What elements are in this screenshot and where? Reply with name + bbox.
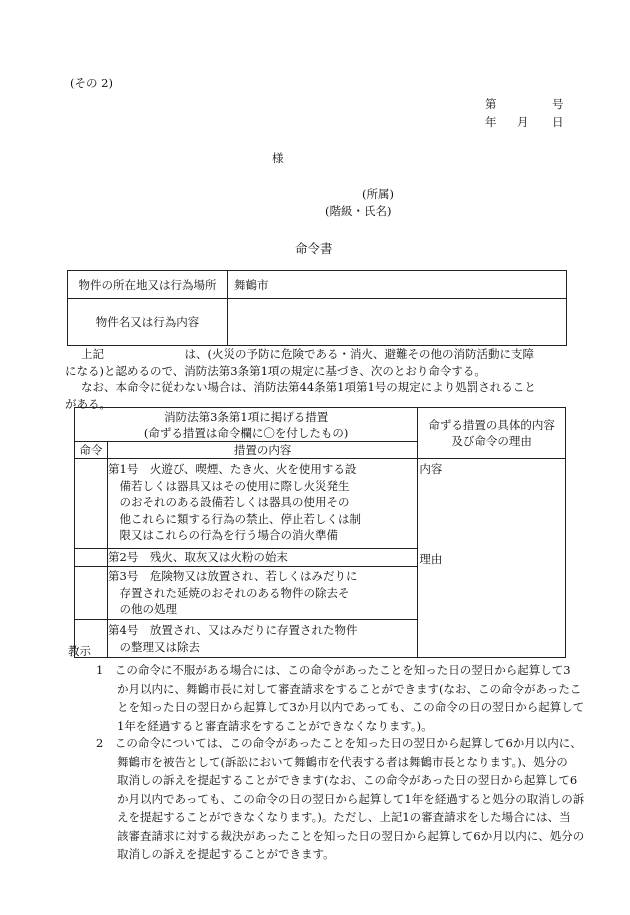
measures-header-line-2: (命ずる措置は命令欄に〇を付したもの) [143,425,349,440]
measure-line: 第2号 残火、取灰又は火粉の始末 [108,550,288,565]
instruction-line: 2 この命令については、この命令があったことを知った日の翌日から起算して6か月以内に、 [96,736,582,750]
instruction-item-2 [97,734,584,864]
instruction-line: か月以内に、舞鶴市長に対して審査請求をすることができます(なお、この命令があったこ [117,681,582,696]
instruction-line: 取消しの訴えを提起することができます。 [117,847,335,861]
instructions-heading: 教示 [68,644,91,658]
order-line-1: 上記 は、(火災の予防に危険である・消火、避難その他の消防活動に支障 [81,347,534,361]
number-prefix: 第 [485,97,497,111]
reason-label: 理由 [419,552,443,566]
page-title: 命令書 [295,241,333,256]
instruction-line: 1 この命令に不服がある場合には、この命令があったことを知った日の翌日から起算して3 [96,663,571,677]
measures-table [74,407,566,658]
measure-line: 限又はこれらの行為を行う場合の消火準備 [108,528,338,542]
order-line-2: になる)と認めるので、消防法第3条第1項の規定に基づき、次のとおり命令する。 [65,364,486,378]
penalty-line-2: がある。 [65,397,111,411]
content-label: 内容 [419,462,443,476]
order-cell[interactable] [75,459,108,549]
property-value [228,299,567,346]
measure-line: 第4号 放置され、又はみだりに存置された物件 [108,623,358,638]
measure-line: のおそれのある設備若しくは器具の使用その [108,495,350,509]
date-day: 日 [552,115,564,129]
instruction-line: 舞鶴市を被告として(訴訟において舞鶴市を代表する者は舞鶴市長となります。)、処分の [117,754,568,769]
right-header-line-1: 命ずる措置の具体的内容 [428,418,555,432]
measure-line: 他これらに類する行為の禁止、停止若しくは制 [108,511,361,526]
instruction-item-1 [97,661,584,735]
instruction-line: えを提起することができなくなります。)。ただし、上記1の審査請求をした場合には、当 [117,810,571,824]
date-month: 月 [517,115,529,129]
measures-header-line-1: 消防法第3条第1項に掲げる措置 [164,409,329,424]
measures-header [75,408,418,442]
property-label: 物件名又は行為内容 [68,299,228,346]
instruction-line: 1年を経過すると審査請求をすることができなくなります。)。 [117,718,433,733]
form-label: (その 2) [70,76,113,90]
table-row [75,459,566,549]
instruction-line: 取消しの訴えを提起することができます(なお、この命令があった日の翌日から起算して6 [117,773,578,787]
instruction-line: か月以内であっても、この命令の日の翌日から起算して1年を経過すると処分の取消しの訴 [117,791,585,806]
measure-line: 備若しくは器具又はその使用に際し火災発生 [108,478,350,493]
addressee-suffix: 様 [272,151,284,165]
measure-line: 存置された延焼のおそれのある物件の除去そ [108,585,350,600]
property-info-table [67,270,567,346]
measure-content-cell [108,549,418,567]
right-column-header [418,408,566,459]
measure-line: 第3号 危険物又は放置され、若しくはみだりに [108,569,358,584]
location-label: 物件の所在地又は行為場所 [68,271,228,299]
penalty-line-1: なお、本命令に従わない場合は、消防法第44条第1項第1号の規定により処罰されること [81,380,536,394]
affiliation-label: (所属) [362,187,394,201]
measure-content-cell [108,459,418,549]
right-header-line-2: 及び命令の理由 [451,434,532,448]
location-value: 舞鶴市 [228,271,567,299]
measure-line: の他の処理 [108,602,177,617]
order-paragraph [65,346,534,380]
measure-line: 第1号 火遊び、喫煙、たき火、火を使用する設 [108,462,357,476]
date-year: 年 [485,115,497,129]
order-column-header: 命令 [75,442,108,459]
order-cell[interactable] [75,567,108,620]
measure-line: の整理又は除去 [108,639,200,654]
content-column-header: 措置の内容 [108,442,418,459]
instruction-line: 該審査請求に対する裁決があったことを知った日の翌日から起算して6か月以内に、処分の [117,828,585,843]
order-cell[interactable] [75,549,108,567]
instruction-line: とを知った日の翌日から起算して3か月以内であっても、この命令の日の翌日から起算して [117,700,585,714]
measure-content-cell [108,620,418,658]
rank-name-label: (階級・氏名) [325,204,392,218]
specific-content-cell [418,459,566,658]
measure-content-cell [108,567,418,620]
number-suffix: 号 [552,97,564,111]
